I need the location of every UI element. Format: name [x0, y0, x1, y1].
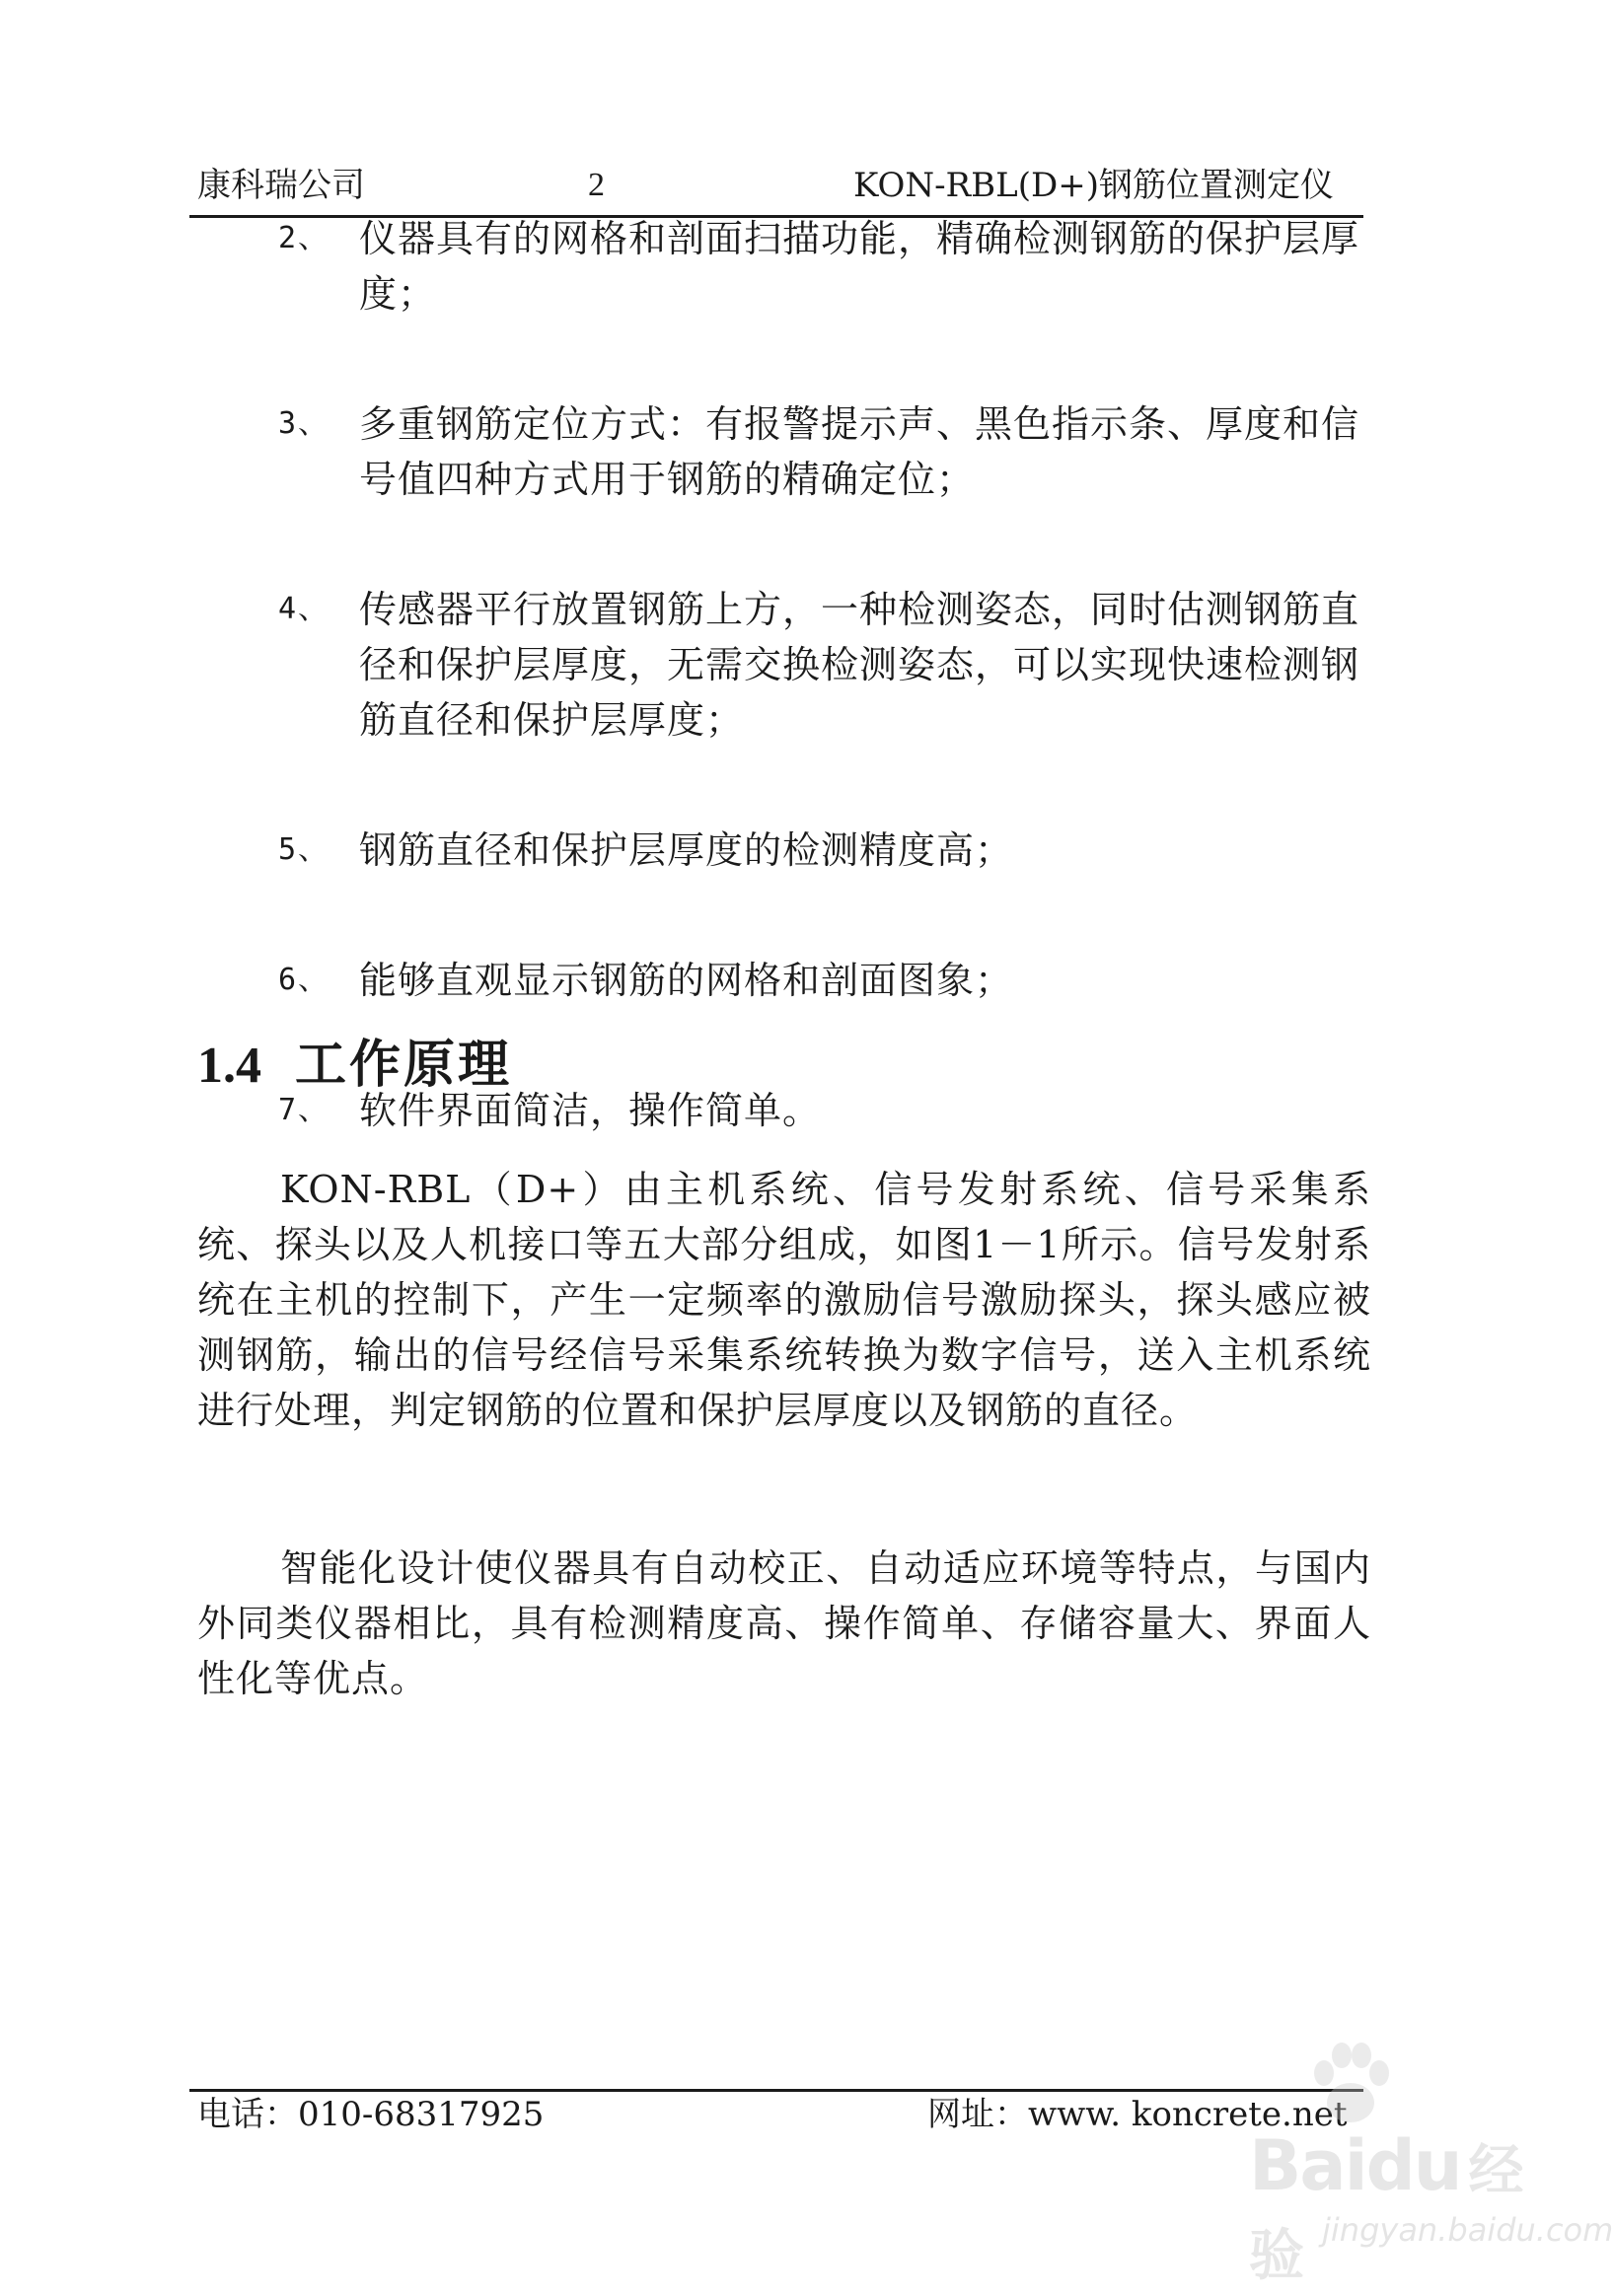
list-item [278, 396, 1383, 507]
list-item [278, 953, 1383, 1008]
list-item [278, 211, 1383, 322]
list-item-number: 3、 [278, 406, 330, 441]
header-product-title: KON-RBL(D+)钢筋位置测定仪 [852, 166, 1334, 205]
list-item-text: 软件界面简洁，操作简单。 [359, 1089, 822, 1132]
list-item [278, 582, 1383, 748]
list-item-text: 传感器平行放置钢筋上方，一种检测姿态，同时估测钢筋直径和保护层厚度，无需交换检测姿态，可以实现快速检测钢筋直径和保护层厚度； [359, 588, 1360, 742]
list-item-text: 多重钢筋定位方式：有报警提示声、黑色指示条、厚度和信号值四种方式用于钢筋的精确定位； [359, 402, 1360, 501]
header-company: 康科瑞公司 [197, 166, 365, 205]
section-heading [197, 1034, 512, 1098]
list-item-text: 能够直观显示钢筋的网格和剖面图象； [359, 959, 1014, 1002]
list-item-number: 4、 [278, 592, 330, 626]
list-item-number: 5、 [278, 832, 330, 867]
body-paragraph: 智能化设计使仪器具有自动校正、自动适应环境等特点，与国内外同类仪器相比，具有检测精度高、操作简单、存储容量大、界面人性化等优点。 [197, 1546, 1371, 1700]
watermark-brand-text: Baidu [1249, 2125, 1461, 2206]
list-item-number: 6、 [278, 963, 330, 997]
watermark-suffix: 经验 [1249, 2139, 1526, 2288]
footer-website: 网址：www. koncrete.net [927, 2095, 1348, 2134]
list-item-text: 仪器具有的网格和剖面扫描功能，精确检测钢筋的保护层厚度； [359, 217, 1360, 316]
baidu-jingyan-watermark [1219, 2032, 1613, 2288]
footer-phone: 电话：010-68317925 [197, 2095, 545, 2134]
body-paragraph: KON-RBL（D+）由主机系统、信号发射系统、信号采集系统、探头以及人机接口等五大部分组成，如图1－1所示。信号发射系统在主机的控制下，产生一定频率的激励信号激励探头，探头感应被测钢筋，输出的信号经信号采集系统转换为数字信号，送入主机系统进行处理，判定钢筋的位置和保护层厚度以及钢筋的直径。 [197, 1168, 1371, 1432]
section-number: 1.4 [197, 1038, 261, 1094]
paw-icon [1296, 2032, 1405, 2140]
footer-rule [189, 2089, 1363, 2092]
section-title: 工作原理 [295, 1035, 513, 1095]
list-item [278, 823, 1383, 878]
list-item-number: 2、 [278, 221, 330, 255]
list-item-number: 7、 [278, 1093, 330, 1127]
list-item-text: 钢筋直径和保护层厚度的检测精度高； [359, 828, 1014, 872]
header-page-number: 2 [588, 167, 605, 203]
watermark-url: jingyan.baidu.com [1322, 2211, 1613, 2249]
